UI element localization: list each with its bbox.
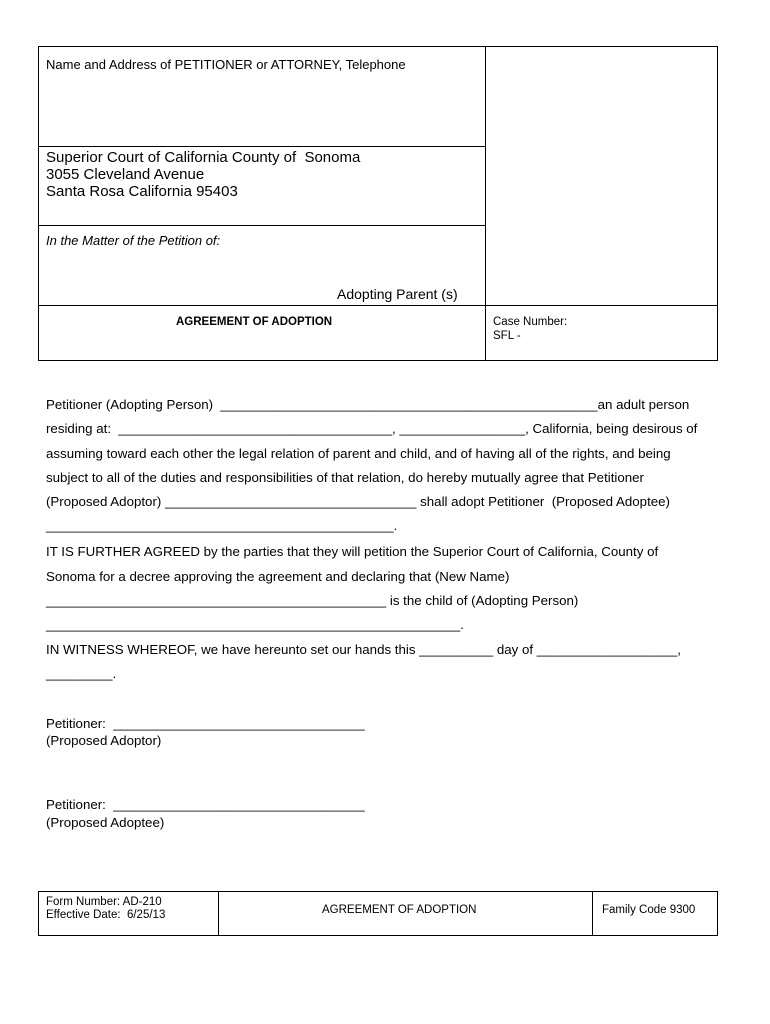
form-title: AGREEMENT OF ADOPTION bbox=[176, 316, 333, 328]
signature-role-adoptor: (Proposed Adoptor) bbox=[46, 733, 162, 748]
footer-family-code: Family Code 9300 bbox=[602, 904, 696, 916]
signature-line-adoptor: Petitioner: __________________________________ bbox=[46, 716, 365, 731]
footer-title: AGREEMENT OF ADOPTION bbox=[322, 904, 477, 916]
court-street: 3055 Cleveland Avenue bbox=[46, 166, 205, 183]
body-line-11: IN WITNESS WHEREOF, we have hereunto set our hands this __________ day of ___________________, bbox=[46, 642, 681, 657]
signature-role-adoptee: (Proposed Adoptee) bbox=[46, 815, 165, 830]
body-line-2: residing at: _____________________________________, _________________, California, being desirous of bbox=[46, 421, 698, 436]
case-number-label: Case Number: bbox=[493, 316, 568, 328]
body-line-7: IT IS FURTHER AGREED by the parties that they will petition the Superior Court of California, County of bbox=[46, 544, 659, 559]
body-line-10: ________________________________________________________. bbox=[46, 617, 464, 632]
body-line-5: (Proposed Adoptor) __________________________________ shall adopt Petitioner (Proposed Adoptee) bbox=[46, 494, 670, 509]
body-line-9: ______________________________________________ is the child of (Adopting Person) bbox=[46, 593, 579, 608]
body-line-8: Sonoma for a decree approving the agreement and declaring that (New Name) bbox=[46, 569, 510, 584]
body-line-3: assuming toward each other the legal relation of parent and child, and of having all of the rights, and being bbox=[46, 446, 671, 461]
case-number-prefix: SFL - bbox=[493, 330, 521, 342]
body-line-12: _________. bbox=[46, 666, 117, 681]
body-line-1: Petitioner (Adopting Person) ___________________________________________________an adult person bbox=[46, 397, 690, 412]
court-city: Santa Rosa California 95403 bbox=[46, 183, 238, 200]
adopting-parent-label: Adopting Parent (s) bbox=[337, 286, 458, 302]
matter-label: In the Matter of the Petition of: bbox=[46, 233, 221, 248]
petitioner-attorney-label: Name and Address of PETITIONER or ATTORNEY, Telephone bbox=[46, 57, 406, 72]
court-name: Superior Court of California County of Sonoma bbox=[46, 149, 361, 166]
footer-effective-date: Effective Date: 6/25/13 bbox=[46, 909, 166, 921]
body-line-4: subject to all of the duties and responsibilities of that relation, do hereby mutually agree that Petitioner bbox=[46, 470, 644, 485]
footer-form-number: Form Number: AD-210 bbox=[46, 896, 162, 908]
signature-line-adoptee: Petitioner: __________________________________ bbox=[46, 797, 365, 812]
body-line-6: _______________________________________________. bbox=[46, 518, 398, 533]
